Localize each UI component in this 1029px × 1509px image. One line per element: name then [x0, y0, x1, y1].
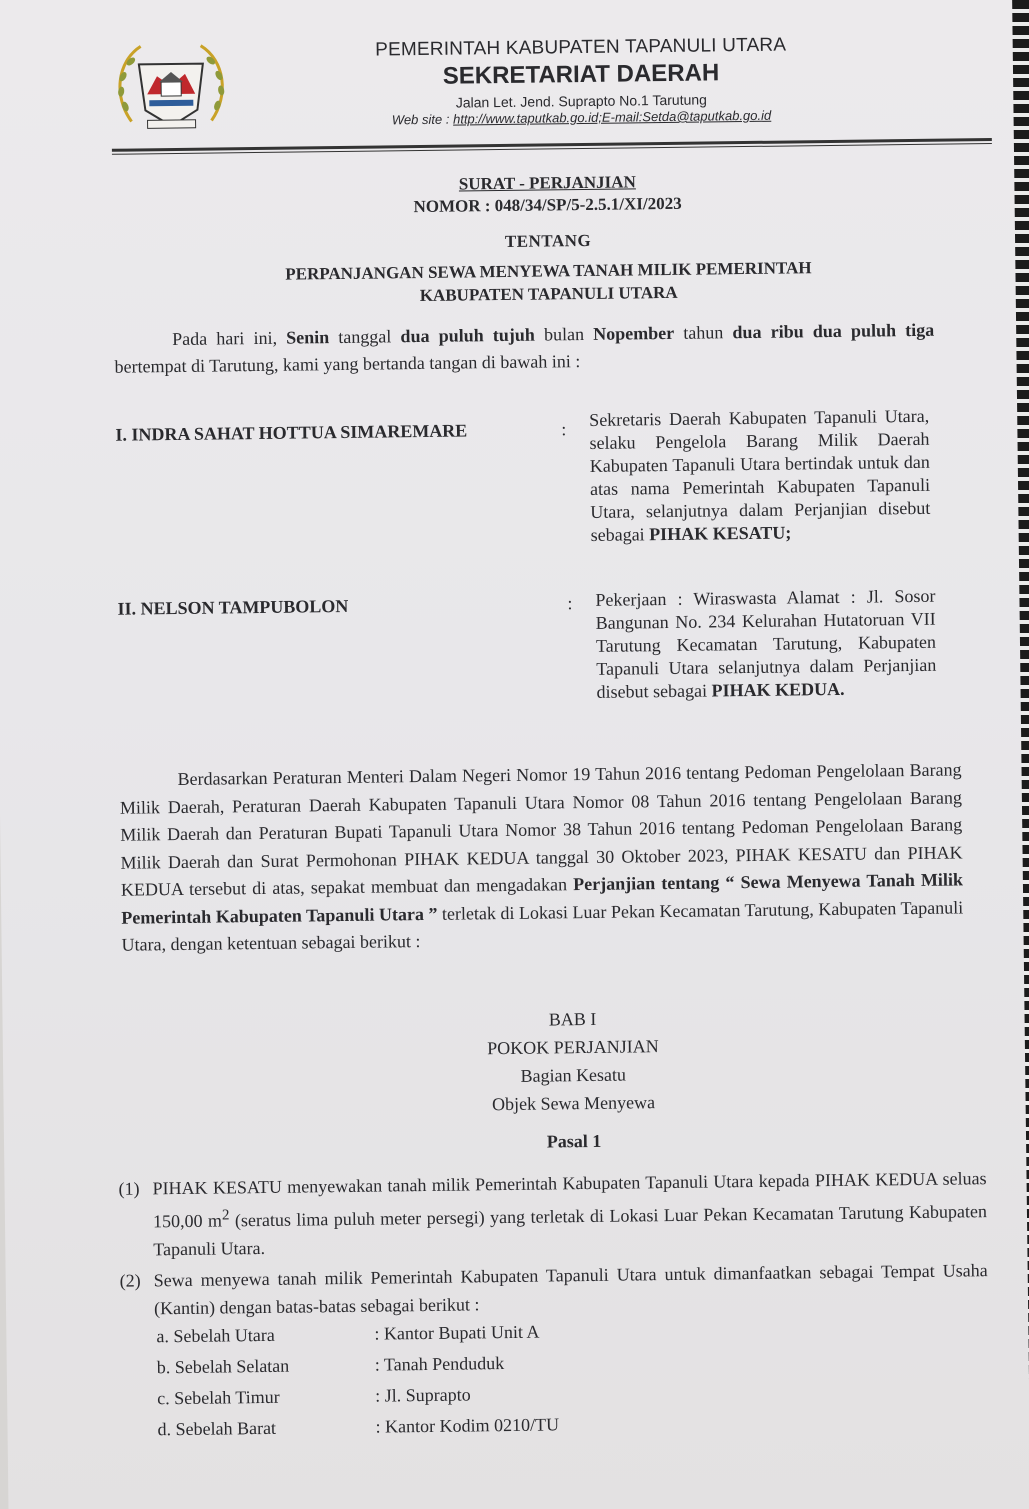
boundary-south-label: b. Sebelah Selatan: [156, 1355, 290, 1378]
section-title: Bagian Kesatu: [520, 1064, 627, 1086]
letter-subject-line1: PERPANJANGAN SEWA MENYEWA TANAH MILIK PEMERINTAH: [285, 258, 812, 284]
party1-colon: :: [561, 419, 567, 440]
letterhead: [351, 34, 812, 128]
web-link: http://www.taputkab.go.id;E-mail:Setda@taputkab.go.id: [452, 107, 772, 127]
letterhead-office: SEKRETARIAT DAERAH: [442, 59, 720, 90]
party2-colon: :: [567, 593, 573, 614]
web-label: Web site :: [391, 111, 454, 128]
clause-2: (2) Sewa menyewa tanah milik Pemerintah Kabupaten Tapanuli Utara untuk dimanfaatkan sebagai Tempat Usaha (Kantin) dengan batas-batas sebagai berikut :: [119, 1260, 988, 1319]
clause-1: (1) PIHAK KESATU menyewakan tanah milik Pemerintah Kabupaten Tapanuli Utara kepada PIHAK KEDUA seluas 150,00 $m^2$ (seratus lima puluh meter persegi) yang terletak di Lokasi Luar Pekan Kecamatan Tarutung Kabupaten Tapanuli Utara.: [118, 1168, 988, 1260]
boundary-east-label: c. Sebelah Timur: [157, 1386, 280, 1409]
boundary-east-value: : Jl. Suprapto: [375, 1384, 471, 1406]
letter-tentang: TENTANG: [504, 230, 592, 251]
article-title: Pasal 1: [546, 1130, 602, 1152]
regency-emblem-icon: [111, 35, 232, 136]
boundary-west-label: d. Sebelah Barat: [157, 1417, 277, 1440]
party2-name: II. NELSON TAMPUBOLON: [117, 595, 349, 619]
letter-heading: SURAT - PERJANJIAN: [458, 172, 636, 194]
chapter-number: BAB I: [548, 1008, 597, 1030]
boundary-north-label: a. Sebelah Utara: [156, 1324, 275, 1347]
chapter-title: POKOK PERJANJIAN: [487, 1036, 659, 1059]
letterhead-government: PEMERINTAH KABUPATEN TAPANULI UTARA: [375, 34, 787, 61]
letterhead-address: Jalan Let. Jend. Suprapto No.1 Tarutung: [455, 91, 707, 111]
boundary-south-value: : Tanah Penduduk: [374, 1353, 505, 1375]
section-subtitle: Objek Sewa Menyewa: [491, 1092, 656, 1115]
party1-description: Sekretaris Daerah Kabupaten Tapanuli Utara, selaku Pengelola Barang Milik Daerah Kabupaten Tapanuli Utara bertindak untuk dan atas nama Pemerintah Kabupaten Tapanuli Utara, selanjutnya dalam Perjanjian disebut sebagai PIHAK KESATU;: [589, 405, 931, 545]
party1-name: I. INDRA SAHAT HOTTUA SIMAREMARE: [115, 420, 468, 445]
intro-paragraph: Pada hari ini, Senin tanggal dua puluh tujuh bulan Nopember tahun dua ribu dua puluh tiga bertempat di Tarutung, kami yang bertanda tangan di bawah ini :: [114, 319, 935, 377]
letter-subject-line2: KABUPATEN TAPANULI UTARA: [419, 282, 678, 306]
letter-number: NOMOR : 048/34/SP/5-2.5.1/XI/2023: [413, 193, 682, 217]
party2-description: Pekerjaan : Wiraswasta Alamat : Jl. Sosor Bangunan No. 234 Kelurahan Hutatoruan VII Tarutung Kecamatan Tarutung, Kabupaten Tapanuli Utara selanjutnya dalam Perjanjian disebut sebagai PIHAK KEDUA.: [595, 585, 937, 702]
basis-paragraph: Berdasarkan Peraturan Menteri Dalam Negeri Nomor 19 Tahun 2016 tentang Pedoman Pengelolaan Barang Milik Daerah, Peraturan Daerah Kabupaten Tapanuli Utara Nomor 08 Tahun 2016 tentang Pengelolaan Barang Milik Daerah dan Peraturan Bupati Tapanuli Utara Nomor 38 Tahun 2016 tentang Pedoman Pengelolaan Barang Milik Daerah dan Surat Permohonan PIHAK KEDUA tanggal 30 Oktober 2023, PIHAK KESATU dan PIHAK KEDUA tersebut di atas, sepakat membuat dan mengadakan Perjanjian tentang “ Sewa Menyewa Tanah Milik Pemerintah Kabupaten Tapanuli Utara ” terletak di Lokasi Luar Pekan Kecamatan Tarutung, Kabupaten Tapanuli Utara, dengan ketentuan sebagai berikut :: [119, 759, 964, 955]
boundary-north-value: : Kantor Bupati Unit A: [374, 1321, 540, 1344]
boundary-west-value: : Kantor Kodim 0210/TU: [375, 1414, 560, 1437]
